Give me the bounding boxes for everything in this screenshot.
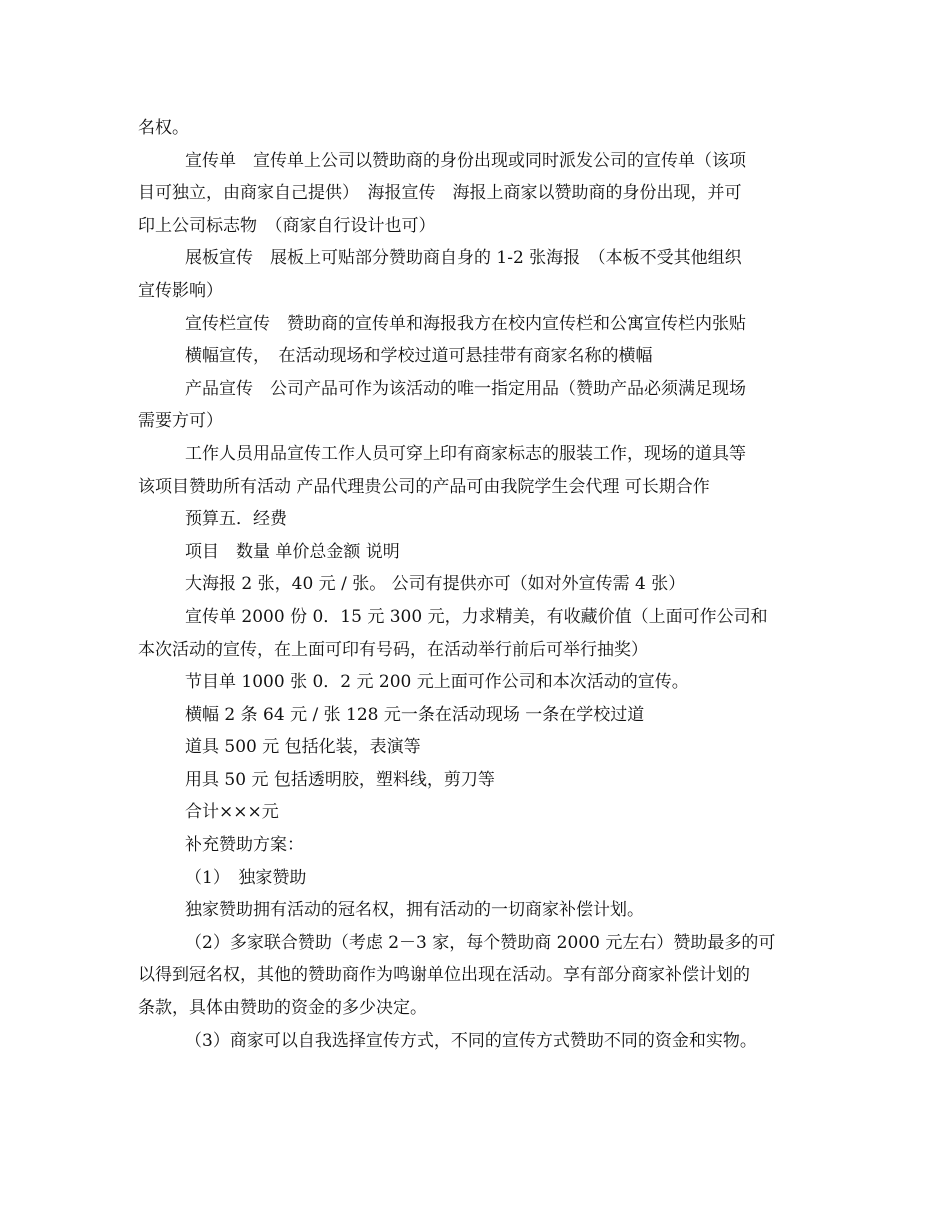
text-line: 工作人员用品宣传工作人员可穿上印有商家标志的服装工作，现场的道具等 bbox=[185, 443, 746, 464]
text-line: 目可独立，由商家自己提供） 海报宣传 海报上商家以赞助商的身份出现，并可 bbox=[138, 183, 742, 204]
text-line: 宣传影响） bbox=[138, 280, 223, 301]
budget-item: 大海报 2 张，40 元 / 张。 公司有提供亦可（如对外宣传需 4 张） bbox=[185, 574, 686, 595]
budget-total: 合计×××元 bbox=[185, 802, 279, 823]
text-line: 需要方可） bbox=[138, 411, 223, 432]
text-line: 该项目赞助所有活动 产品代理贵公司的产品可由我院学生会代理 可长期合作 bbox=[138, 476, 710, 497]
budget-header: 项目 数量 单价总金额 说明 bbox=[185, 541, 400, 562]
budget-item: 横幅 2 条 64 元 / 张 128 元一条在活动现场 一条在学校过道 bbox=[185, 704, 645, 725]
list-item: （1） 独家赞助 bbox=[185, 867, 307, 888]
text-line: 条款，具体由赞助的资金的多少决定。 bbox=[138, 998, 427, 1019]
text-line: 宣传单 宣传单上公司以赞助商的身份出现或同时派发公司的宣传单（该项 bbox=[185, 150, 746, 171]
text-line: 宣传栏宣传 赞助商的宣传单和海报我方在校内宣传栏和公寓宣传栏内张贴 bbox=[185, 313, 746, 334]
text-line: 名权。 bbox=[138, 118, 189, 138]
text-line: 产品宣传 公司产品可作为该活动的唯一指定用品（赞助产品必须满足现场 bbox=[185, 378, 746, 399]
text-line: 印上公司标志物 （商家自行设计也可） bbox=[138, 215, 436, 236]
text-line: 独家赞助拥有活动的冠名权，拥有活动的一切商家补偿计划。 bbox=[185, 900, 644, 921]
list-item: （2）多家联合赞助（考虑 2－3 家，每个赞助商 2000 元左右）赞助最多的可 bbox=[185, 932, 776, 953]
text-line: 展板宣传 展板上可贴部分赞助商自身的 1-2 张海报 （本板不受其他组织 bbox=[185, 248, 742, 269]
section-heading: 补充赞助方案： bbox=[185, 835, 304, 856]
list-item: （3）商家可以自我选择宣传方式，不同的宣传方式赞助不同的资金和实物。 bbox=[185, 1030, 757, 1051]
text-line: 横幅宣传， 在活动现场和学校过道可悬挂带有商家名称的横幅 bbox=[185, 346, 653, 367]
document-body bbox=[138, 112, 818, 1057]
text-line: 本次活动的宣传，在上面可印有号码，在活动举行前后可举行抽奖） bbox=[138, 639, 648, 660]
budget-item: 宣传单 2000 份 0．15 元 300 元，力求精美，有收藏价值（上面可作公司和 bbox=[185, 606, 768, 627]
section-heading: 预算五．经费 bbox=[185, 509, 287, 530]
budget-item: 节目单 1000 张 0．2 元 200 元上面可作公司和本次活动的宣传。 bbox=[185, 672, 689, 693]
text-line: 以得到冠名权，其他的赞助商作为鸣谢单位出现在活动。享有部分商家补偿计划的 bbox=[138, 965, 750, 986]
budget-item: 道具 500 元 包括化装，表演等 bbox=[185, 737, 421, 758]
budget-item: 用具 50 元 包括透明胶，塑料线，剪刀等 bbox=[185, 769, 495, 790]
